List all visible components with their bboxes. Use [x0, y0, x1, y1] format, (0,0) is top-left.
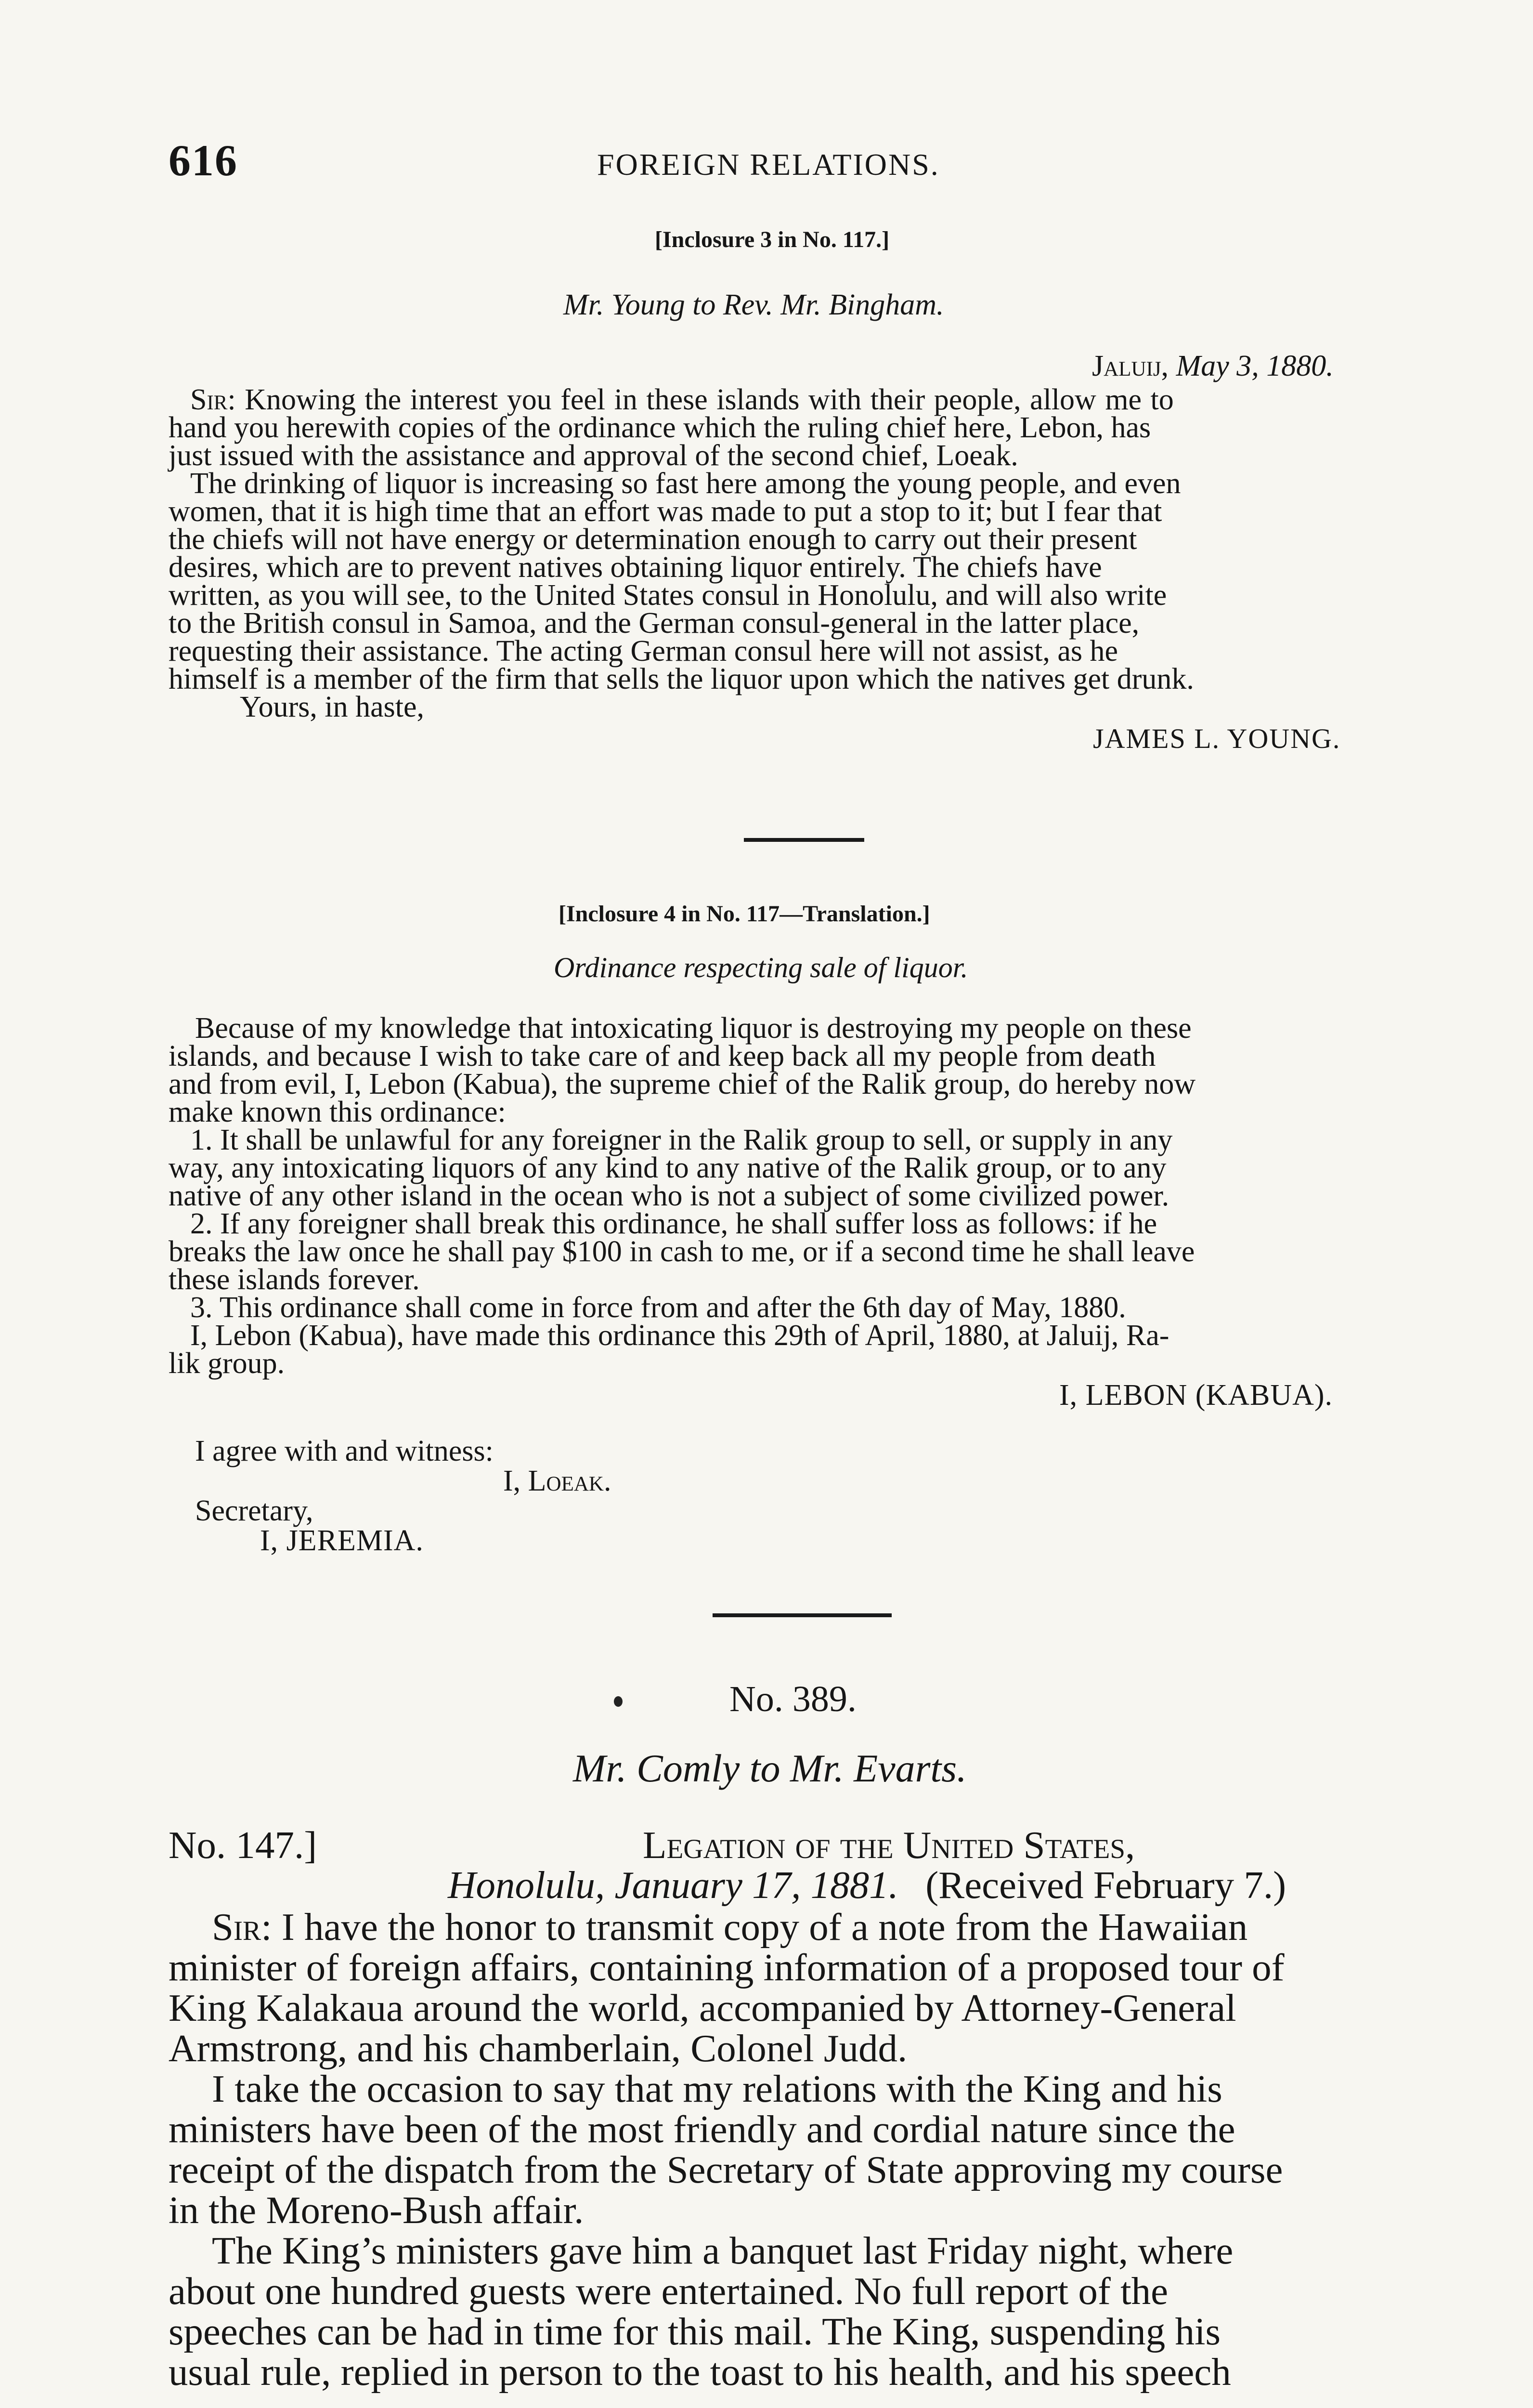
ordinance-line: make known this ordinance: — [169, 1096, 506, 1128]
ordinance-line: islands, and because I wish to take care of and keep back all my people from death — [169, 1040, 1156, 1073]
letter-line: women, that it is high time that an effort was made to put a stop to it; but I fear that — [169, 495, 1162, 528]
dispatch-line-text: : I have the honor to transmit copy of a note from the Hawaiian — [261, 1905, 1248, 1949]
letter-line-text: : Knowing the interest you feel in these islands with their people, allow me to — [227, 383, 1174, 416]
letter-line: The drinking of liquor is increasing so fast here among the young people, and even — [190, 467, 1181, 500]
ordinance-line: these islands forever. — [169, 1263, 420, 1296]
ordinance-line: and from evil, I, Lebon (Kabua), the supreme chief of the Ralik group, do hereby now — [169, 1068, 1196, 1100]
dispatch-line: about one hundred guests were entertained. No full report of the — [169, 2269, 1169, 2313]
dispatch-line: Armstrong, and his chamberlain, Colonel Judd. — [169, 2027, 908, 2070]
ordinance-heading: Ordinance respecting sale of liquor. — [554, 952, 968, 983]
document-number: No. 389. — [729, 1679, 857, 1719]
letter-line: written, as you will see, to the United States consul in Honolulu, and will also write — [169, 579, 1167, 612]
ink-dot — [614, 1696, 623, 1707]
letter-signature: JAMES L. YOUNG. — [1093, 723, 1341, 754]
letter-line: desires, which are to prevent natives obtaining liquor entirely. The chiefs have — [169, 551, 1102, 584]
inclosure-4-label: [Inclosure 4 in No. 117—Translation.] — [559, 901, 930, 927]
dispatch-line — [212, 1907, 1247, 1947]
ordinance-line: 1. It shall be unlawful for any foreigner in the Ralik group to sell, or supply in any — [190, 1124, 1173, 1156]
dispatch-salutation: Sir — [212, 1905, 261, 1949]
secretary-label: Secretary, — [195, 1494, 313, 1527]
section-divider — [744, 838, 864, 842]
letter-line: to the British consul in Samoa, and the German consul-general in the latter place, — [169, 607, 1140, 640]
ordinance-line: 2. If any foreigner shall break this ordinance, he shall suffer loss as follows: if he — [190, 1207, 1157, 1240]
ordinance-line: native of any other island in the ocean who is not a subject of some civilized power. — [169, 1179, 1169, 1212]
document-heading: Mr. Comly to Mr. Evarts. — [573, 1746, 967, 1790]
letter-line: hand you herewith copies of the ordinance which the ruling chief here, Lebon, has — [169, 411, 1151, 444]
ordinance-line: 3. This ordinance shall come in force from and after the 6th day of May, 1880. — [190, 1291, 1126, 1324]
dispatch-line: The King’s ministers gave him a banquet last Friday night, where — [212, 2229, 1234, 2272]
running-title: FOREIGN RELATIONS. — [597, 147, 940, 182]
letter-line: just issued with the assistance and approval of the second chief, Loeak. — [169, 439, 1018, 472]
witness-line: I agree with and witness: — [195, 1435, 494, 1467]
dispatch-place-date: Honolulu, January 17, 1881. — [448, 1863, 898, 1907]
dateline-date: May 3, 1880. — [1176, 350, 1334, 382]
letter-line: himself is a member of the firm that sells the liquor upon which the natives get drunk. — [169, 663, 1194, 695]
ordinance-line: breaks the law once he shall pay $100 in cash to me, or if a second time he shall leave — [169, 1235, 1195, 1268]
witness-signature: I, Loeak. — [503, 1465, 611, 1497]
letter-heading: Mr. Young to Rev. Mr. Bingham. — [563, 288, 944, 321]
received-date: (Received February 7.) — [925, 1863, 1286, 1907]
dateline-place: Jaluij, — [1092, 350, 1169, 382]
inclosure-3-label: [Inclosure 3 in No. 117.] — [655, 227, 890, 252]
dispatch-line: King Kalakaua around the world, accompanied by Attorney-General — [169, 1986, 1236, 2029]
letter-dateline — [1092, 349, 1334, 383]
letter-line: the chiefs will not have energy or determination enough to carry out their present — [169, 523, 1137, 556]
dispatch-line: in the Moreno-Bush affair. — [169, 2188, 584, 2232]
dispatch-line: receipt of the dispatch from the Secretary of State approving my course — [169, 2148, 1283, 2191]
section-divider — [713, 1613, 892, 1617]
salutation: Sir — [190, 383, 228, 416]
dispatch-dateline — [448, 1865, 1286, 1905]
ordinance-line: way, any intoxicating liquors of any kind to any native of the Ralik group, or to any — [169, 1152, 1167, 1184]
letter-line: requesting their assistance. The acting German consul here will not assist, as he — [169, 635, 1118, 667]
ordinance-signature: I, LEBON (KABUA). — [1059, 1379, 1333, 1412]
secretary-signature: I, JEREMIA. — [260, 1524, 424, 1557]
dispatch-line: ministers have been of the most friendly and cordial nature since the — [169, 2107, 1235, 2151]
ordinance-line: Because of my knowledge that intoxicating liquor is destroying my people on these — [195, 1012, 1192, 1045]
dispatch-line: usual rule, replied in person to the toast to his health, and his speech — [169, 2350, 1231, 2394]
page-number: 616 — [169, 136, 238, 185]
letter-closing: Yours, in haste, — [240, 691, 424, 723]
dispatch-line: speeches can be had in time for this mail. The King, suspending his — [169, 2310, 1221, 2353]
dispatch-line: minister of foreign affairs, containing information of a proposed tour of — [169, 1946, 1285, 1989]
legation-line: Legation of the United States, — [643, 1823, 1135, 1867]
dispatch-line: I take the occasion to say that my relations with the King and his — [212, 2067, 1222, 2110]
dispatch-number: No. 147.] — [169, 1823, 317, 1867]
ordinance-line: I, Lebon (Kabua), have made this ordinance this 29th of April, 1880, at Jaluij, Ra- — [190, 1319, 1169, 1352]
ordinance-line: lik group. — [169, 1347, 285, 1380]
